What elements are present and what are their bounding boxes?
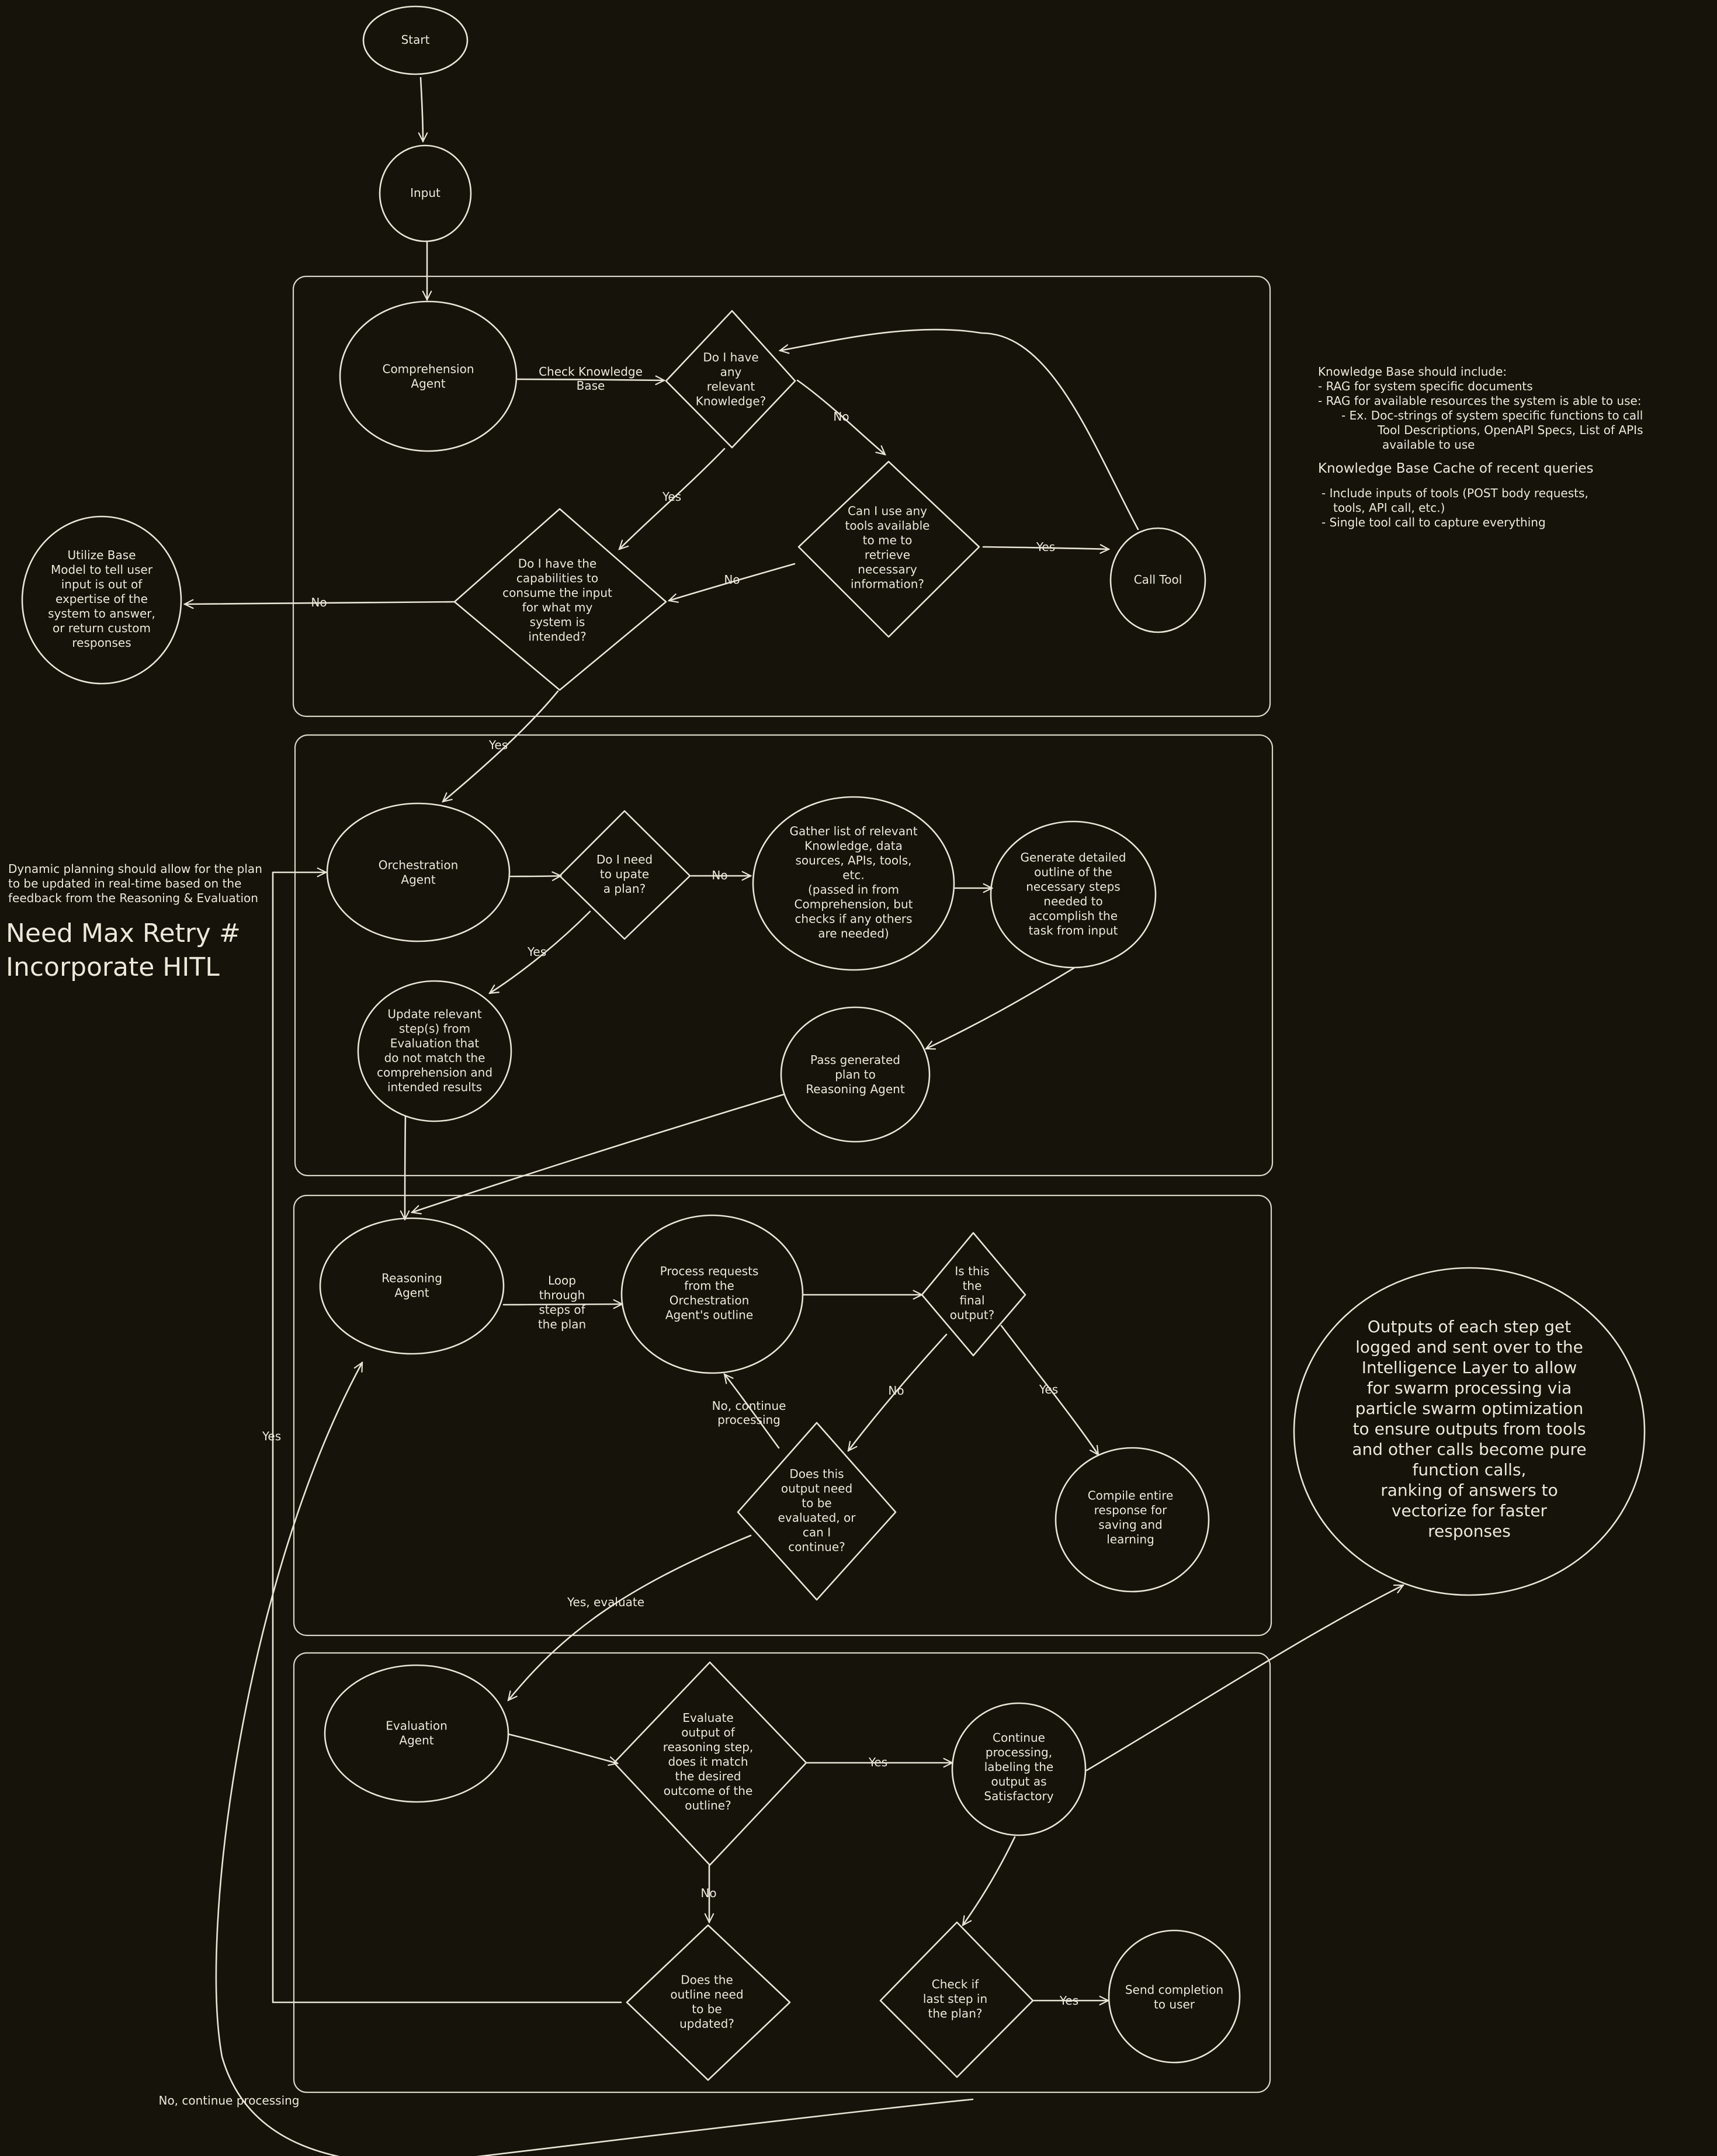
- need-evaluated-label-line: continue?: [788, 1540, 845, 1554]
- continue-processing-label: [984, 1731, 1053, 1803]
- final-output-label-line: final: [959, 1293, 985, 1308]
- max-retry-note: [6, 918, 241, 982]
- kb-note-line: - Ex. Doc-strings of system specific functions to call: [1341, 408, 1643, 422]
- capabilities-label-line: system is: [529, 615, 585, 629]
- max-retry-note-line: Need Max Retry #: [6, 918, 241, 948]
- comprehension-agent-label-line: Agent: [411, 376, 446, 391]
- gather-list-label-line: Knowledge, data: [804, 838, 903, 853]
- need-evaluated-label: [778, 1467, 856, 1554]
- edge-start-input: [421, 78, 423, 141]
- kb-cache-note: [1321, 486, 1588, 529]
- generate-outline-label-line: necessary steps: [1026, 879, 1121, 894]
- yes-label-capability: Yes: [488, 738, 508, 752]
- yes-label-tool: Yes: [1036, 540, 1056, 554]
- no-label-plan: No: [712, 868, 728, 882]
- yes-label-plan: Yes: [527, 945, 547, 959]
- last-step-label-line: the plan?: [928, 2006, 983, 2020]
- use-tools-label-line: retrieve: [864, 547, 911, 562]
- yes-label-final: Yes: [1039, 1382, 1059, 1396]
- outline-updated-label: [670, 1973, 743, 2031]
- need-evaluated-label-line: can I: [802, 1525, 831, 1540]
- generate-outline-label-line: outline of the: [1034, 865, 1112, 879]
- generate-outline-label-line: accomplish the: [1028, 909, 1118, 923]
- generate-outline-label-line: task from input: [1028, 923, 1118, 938]
- edge-continue-swarm: [1087, 1585, 1403, 1770]
- process-requests-label-line: Agent's outline: [665, 1308, 754, 1322]
- orchestration-agent-label: [379, 858, 459, 887]
- pass-plan-label-line: Pass generated: [810, 1053, 900, 1067]
- evaluate-output-label-line: outline?: [685, 1798, 731, 1812]
- yes-label-left: Yes: [262, 1429, 282, 1443]
- process-requests-label-line: from the: [684, 1278, 734, 1293]
- evaluate-output-label-line: does it match: [668, 1755, 748, 1769]
- orchestration-agent-label-line: Orchestration: [378, 858, 459, 872]
- kb-cache-note-line: - Include inputs of tools (POST body requests,: [1321, 486, 1588, 500]
- evaluate-output-label-line: the desired: [675, 1769, 741, 1783]
- swarm-note-label-line: and other calls become pure: [1352, 1440, 1587, 1459]
- reasoning-agent-label: [381, 1271, 442, 1300]
- check-kb-label-line: Check Knowledge: [539, 365, 643, 379]
- max-retry-note-line: Incorporate HITL: [6, 952, 220, 982]
- yes-label-kb: Yes: [662, 490, 682, 504]
- last-step-label-line: Check if: [931, 1977, 979, 1991]
- no-continue-label-line: processing: [717, 1413, 781, 1427]
- capabilities-label-line: consume the input: [502, 585, 612, 600]
- continue-processing-label-line: output as: [991, 1774, 1047, 1788]
- process-requests-label: [660, 1264, 759, 1322]
- loop-label: [538, 1274, 586, 1332]
- capabilities-label-line: for what my: [522, 600, 593, 615]
- continue-processing-label-line: Satisfactory: [984, 1789, 1054, 1803]
- check-kb-label: [539, 365, 643, 393]
- compile-response-label-line: response for: [1094, 1503, 1167, 1517]
- no-label-eval: No: [700, 1886, 717, 1900]
- kb-note-line: - RAG for system specific documents: [1318, 379, 1533, 393]
- swarm-note-label-line: for swarm processing via: [1366, 1378, 1572, 1398]
- swarm-note-label-line: function calls,: [1412, 1460, 1527, 1479]
- swarm-note-label-line: Outputs of each step get: [1367, 1317, 1572, 1336]
- kb-note-line: - RAG for available resources the system is able to use:: [1318, 394, 1642, 408]
- update-steps-label-line: comprehension and: [376, 1065, 493, 1080]
- no-label-kb: No: [833, 410, 849, 424]
- last-step-label-line: last step in: [922, 1992, 988, 2006]
- comprehension-agent-label-line: Comprehension: [382, 362, 474, 376]
- final-output-label: [950, 1264, 995, 1322]
- have-knowledge-label: [696, 351, 766, 408]
- have-knowledge-label-line: Knowledge?: [695, 394, 766, 408]
- swarm-note-label-line: Intelligence Layer to allow: [1361, 1358, 1577, 1377]
- use-tools-label-line: Can I use any: [847, 504, 928, 518]
- swarm-note-label: [1352, 1317, 1586, 1541]
- orchestration-agent-label-line: Agent: [401, 872, 436, 887]
- swarm-note-label-line: vectorize for faster: [1391, 1501, 1548, 1520]
- compile-response-label-line: learning: [1106, 1532, 1154, 1547]
- continue-processing-label-line: processing,: [985, 1745, 1053, 1759]
- gather-list-label-line: (passed in from: [807, 882, 900, 897]
- edge-yes-evaluate: [508, 1535, 751, 1700]
- continue-processing-label-line: Continue: [993, 1731, 1045, 1745]
- kb-note-line: Knowledge Base should include:: [1318, 365, 1507, 379]
- start-label: Start: [401, 33, 430, 47]
- capabilities-label: [502, 557, 612, 644]
- last-step-label: [923, 1977, 987, 2020]
- evaluate-output-label-line: Evaluate: [682, 1711, 734, 1725]
- update-steps-label-line: intended results: [387, 1080, 483, 1094]
- need-evaluated-label-line: output need: [781, 1481, 853, 1496]
- edge-calltool-back: [780, 330, 1138, 529]
- evaluation-agent-label-line: Evaluation: [386, 1718, 448, 1733]
- dynamic-planning-note: [8, 862, 262, 905]
- outline-updated-label-line: to be: [692, 2002, 722, 2016]
- use-tools-label: [845, 504, 930, 591]
- use-tools-label-line: information?: [850, 577, 925, 591]
- yes-evaluate-label: Yes, evaluate: [567, 1595, 645, 1609]
- utilize-base-label-line: input is out of: [61, 577, 143, 591]
- dynamic-planning-note-line: to be updated in real-time based on the: [8, 876, 242, 890]
- no-continue-bottom-label: No, continue processing: [158, 2093, 300, 2108]
- utilize-base-label-line: Model to tell user: [50, 563, 153, 577]
- have-knowledge-label-line: relevant: [706, 379, 755, 394]
- edge-continue-laststep: [963, 1837, 1015, 1925]
- need-evaluated-label-line: Does this: [789, 1467, 844, 1481]
- yes-label-last: Yes: [1059, 1994, 1079, 2008]
- gather-list-label-line: Comprehension, but: [794, 897, 913, 911]
- kb-note-line: Tool Descriptions, OpenAPI Specs, List of APIs: [1378, 423, 1643, 437]
- edge-evalagent-evaluate: [508, 1734, 618, 1763]
- yes-label-eval: Yes: [868, 1755, 888, 1769]
- final-output-label-line: output?: [949, 1308, 995, 1322]
- gather-list-label-line: sources, APIs, tools,: [795, 853, 912, 868]
- gather-list-label-line: etc.: [842, 868, 865, 882]
- swarm-note-label-line: to ensure outputs from tools: [1352, 1419, 1586, 1439]
- call-tool-label: Call Tool: [1133, 573, 1182, 587]
- generate-outline-label: [1021, 851, 1126, 938]
- generate-outline-label-line: Generate detailed: [1020, 850, 1126, 865]
- reasoning-agent-label-line: Reasoning: [381, 1271, 442, 1285]
- send-completion-label-line: to user: [1153, 1997, 1195, 2012]
- update-plan-label-line: a plan?: [603, 882, 646, 896]
- gather-list-label-line: Gather list of relevant: [789, 824, 918, 838]
- gather-list-label-line: are needed): [818, 926, 889, 941]
- evaluation-agent-label-line: Agent: [399, 1733, 434, 1748]
- update-steps-label-line: do not match the: [384, 1051, 485, 1065]
- comprehension-agent-label: [382, 362, 474, 391]
- send-completion-label: [1125, 1983, 1223, 2012]
- generate-outline-label-line: needed to: [1043, 894, 1103, 909]
- use-tools-label-line: tools available: [845, 518, 930, 533]
- evaluation-agent-label: [386, 1719, 448, 1748]
- continue-processing-label-line: labeling the: [984, 1760, 1054, 1774]
- send-completion-label-line: Send completion: [1125, 1982, 1224, 1997]
- have-knowledge-label-line: any: [720, 365, 742, 379]
- need-evaluated-label-line: evaluated, or: [778, 1510, 856, 1525]
- gather-list-label-line: checks if any others: [795, 911, 913, 926]
- capabilities-label-line: Do I have the: [518, 556, 597, 571]
- edge-labels: [158, 365, 1078, 2108]
- update-plan-label: [596, 852, 653, 896]
- utilize-base-label-line: system to answer,: [48, 606, 155, 621]
- swarm-note-label-line: responses: [1428, 1521, 1511, 1541]
- capabilities-label-line: intended?: [528, 629, 587, 644]
- comprehension-group: [293, 276, 1270, 716]
- swarm-note-label-line: ranking of answers to: [1380, 1481, 1558, 1500]
- have-knowledge-label-line: Do I have: [703, 350, 759, 365]
- evaluate-output-label-line: reasoning step,: [662, 1740, 754, 1754]
- pass-plan-label-line: plan to: [835, 1067, 876, 1082]
- update-plan-label-line: to upate: [599, 867, 650, 881]
- loop-label-line: through: [539, 1288, 585, 1302]
- orchestration-group: [295, 735, 1272, 1176]
- dynamic-planning-note-line: feedback from the Reasoning & Evaluation: [8, 891, 258, 905]
- swarm-note-label-line: particle swarm optimization: [1355, 1399, 1584, 1418]
- edge-no-continue-processing: [216, 1363, 973, 2156]
- no-label-tools: No: [724, 573, 740, 587]
- utilize-base-label-line: expertise of the: [56, 592, 148, 606]
- capabilities-label-line: capabilities to: [516, 571, 599, 585]
- final-output-label-line: the: [962, 1278, 982, 1293]
- utilize-base-label: [48, 548, 155, 650]
- edge-pass-reasoning: [412, 1094, 784, 1212]
- evaluate-output-label: [663, 1711, 754, 1812]
- evaluate-output-label-line: output of: [681, 1725, 735, 1739]
- no-continue-label: [712, 1399, 786, 1427]
- kb-note-line: available to use: [1382, 438, 1475, 452]
- node-labels: [48, 33, 1586, 2031]
- gather-list-label: [789, 824, 917, 941]
- no-continue-label-line: No, continue: [712, 1399, 786, 1413]
- outline-updated-label-line: updated?: [679, 2016, 734, 2031]
- update-steps-label-line: Update relevant: [387, 1007, 482, 1021]
- outline-updated-label-line: outline need: [670, 1987, 744, 2002]
- use-tools-label-line: necessary: [858, 562, 917, 577]
- kb-cache-note-line: tools, API call, etc.): [1333, 501, 1445, 515]
- use-tools-label-line: to me to: [862, 533, 913, 547]
- update-steps-label: [377, 1007, 492, 1094]
- input-label: Input: [410, 186, 440, 200]
- update-plan-label-line: Do I need: [596, 852, 653, 866]
- swarm-note-label-line: logged and sent over to the: [1355, 1337, 1583, 1357]
- final-output-label-line: Is this: [955, 1264, 990, 1278]
- process-requests-label-line: Process requests: [660, 1264, 759, 1278]
- kb-cache-title: Knowledge Base Cache of recent queries: [1318, 461, 1594, 476]
- pass-plan-label: [806, 1053, 905, 1096]
- update-steps-label-line: Evaluation that: [390, 1036, 480, 1051]
- outline-updated-label-line: Does the: [681, 1973, 733, 1987]
- edge-generate-pass: [926, 968, 1074, 1049]
- dynamic-planning-note-line: Dynamic planning should allow for the plan: [8, 862, 262, 876]
- nodes: [22, 6, 1645, 2080]
- loop-label-line: Loop: [548, 1273, 576, 1288]
- reasoning-group: [294, 1195, 1271, 1635]
- utilize-base-label-line: responses: [72, 636, 131, 650]
- compile-response-label-line: saving and: [1098, 1517, 1163, 1532]
- need-evaluated-label-line: to be: [802, 1496, 832, 1510]
- edges: [185, 78, 1403, 2156]
- utilize-base-label-line: Utilize Base: [67, 548, 136, 562]
- reasoning-agent-label-line: Agent: [394, 1285, 429, 1300]
- process-requests-label-line: Orchestration: [669, 1293, 750, 1308]
- no-label-capability: No: [311, 595, 327, 609]
- loop-label-line: steps of: [539, 1302, 585, 1317]
- pass-plan-label-line: Reasoning Agent: [806, 1082, 905, 1096]
- no-label-final: No: [888, 1384, 904, 1398]
- kb-note: [1318, 365, 1643, 452]
- compile-response-label: [1088, 1489, 1174, 1547]
- evaluate-output-label-line: outcome of the: [663, 1784, 753, 1798]
- update-steps-label-line: step(s) from: [398, 1021, 471, 1036]
- compile-response-label-line: Compile entire: [1087, 1488, 1174, 1503]
- kb-cache-note-line: - Single tool call to capture everything: [1321, 515, 1546, 529]
- utilize-base-label-line: or return custom: [53, 621, 151, 635]
- check-kb-label-line: Base: [576, 379, 605, 393]
- loop-label-line: the plan: [537, 1317, 587, 1332]
